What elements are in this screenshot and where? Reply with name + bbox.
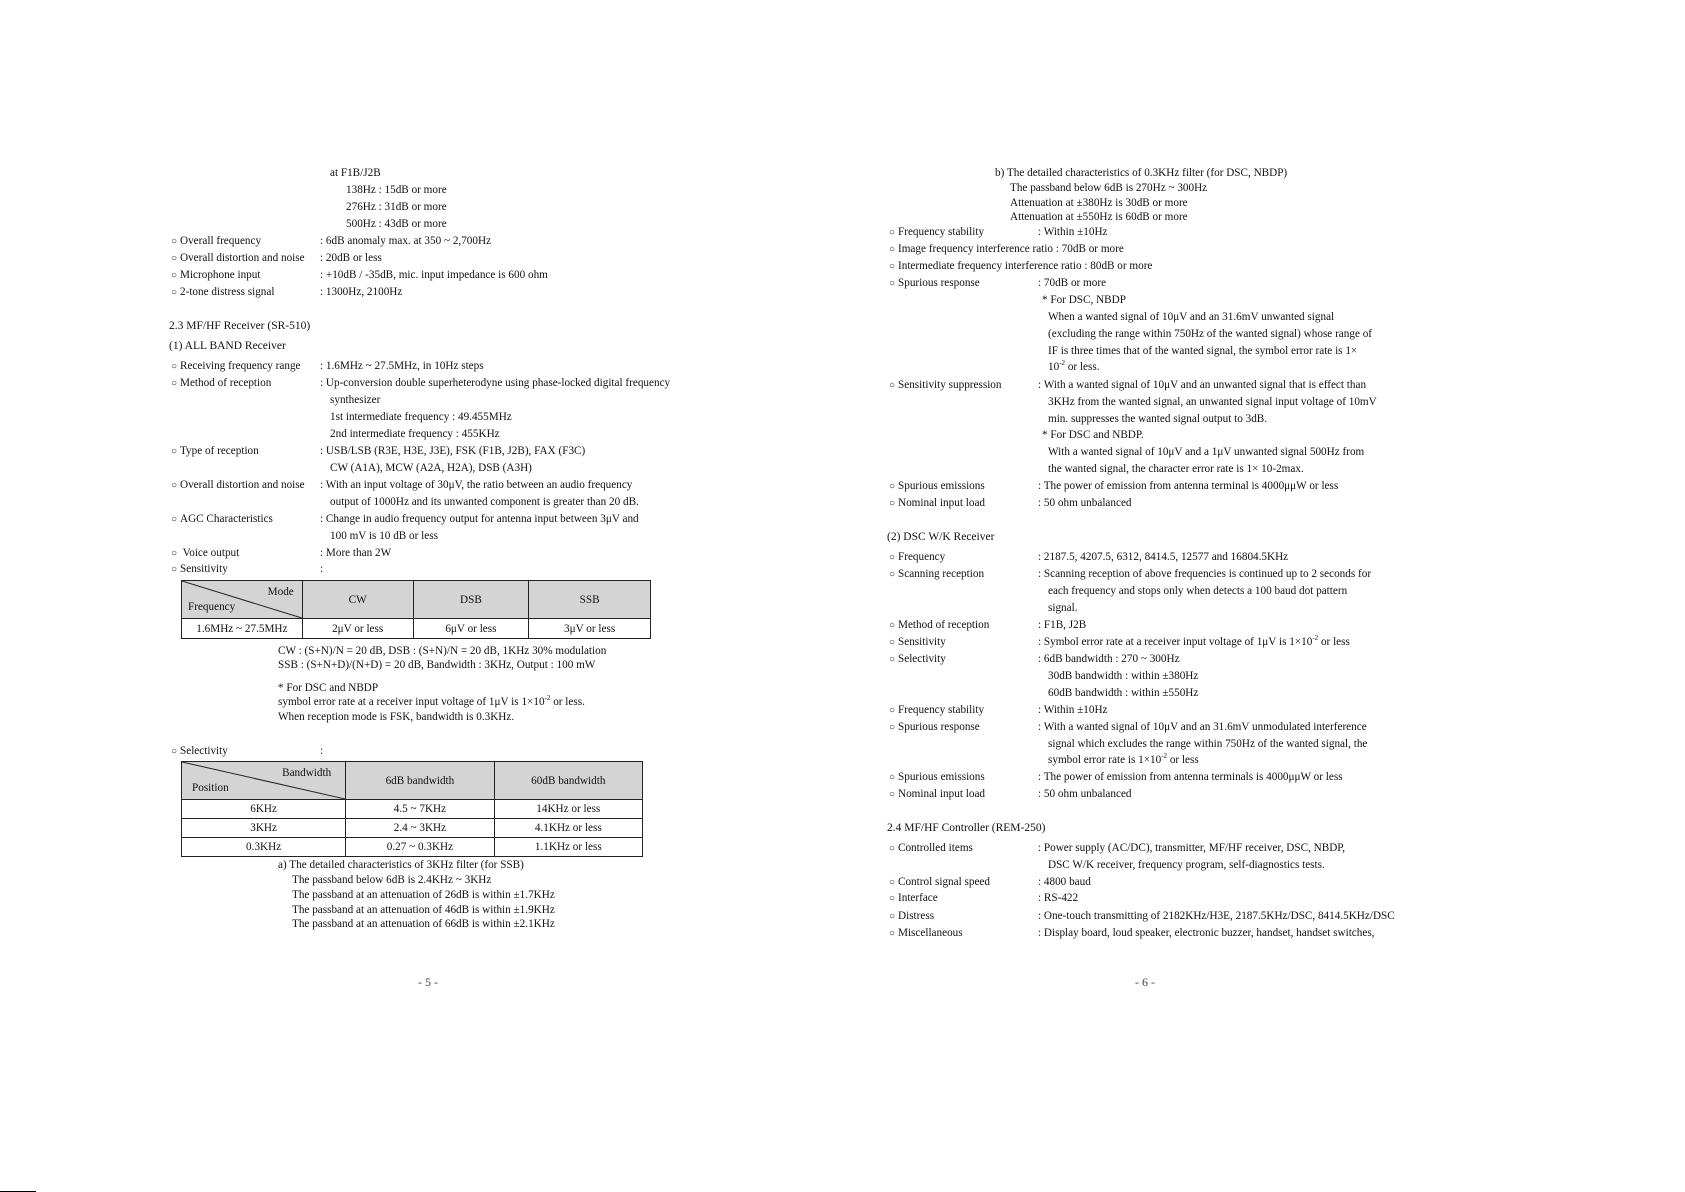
spec-label: ○ Miscellaneous xyxy=(889,927,963,939)
table-header: SSB xyxy=(529,581,651,619)
spec-label: ○ Sensitivity suppression xyxy=(889,379,1002,391)
spec-label: ○ Method of reception xyxy=(171,377,272,389)
filter-b-line: The passband below 6dB is 270Hz ~ 300Hz xyxy=(1010,182,1208,194)
sensitivity-table xyxy=(181,580,651,639)
filter-a-line: The passband at an attenuation of 26dB is within ±1.7KHz xyxy=(292,889,555,901)
spec-value: : 6dB bandwidth : 270 ~ 300Hz xyxy=(1038,653,1180,665)
spec-label: ○ Overall distortion and noise xyxy=(171,252,305,264)
left-page xyxy=(0,0,842,1192)
spec-label: ○ Selectivity xyxy=(889,653,946,665)
spec-value: : Symbol error rate at a receiver input voltage of 1μV is $1\times 10^{-2}$ or less xyxy=(1038,634,1350,648)
spec-continuation: each frequency and stops only when detects a 100 baud dot pattern xyxy=(1048,585,1348,597)
spec-continuation: 30dB bandwidth : within ±380Hz xyxy=(1048,670,1199,682)
spec-value: : 1.6MHz ~ 27.5MHz, in 10Hz steps xyxy=(320,360,484,372)
spec-value: : xyxy=(320,745,324,757)
f1b-title: at F1B/J2B xyxy=(330,167,381,179)
sensitivity-note: SSB : (S+N+D)/(N+D) = 20 dB, Bandwidth : 3KHz, Output : 100 mW xyxy=(278,659,596,671)
spec-value: : Display board, loud speaker, electronic buzzer, handset, handset switches, xyxy=(1038,927,1375,939)
spec-value: : 4800 baud xyxy=(1038,876,1091,888)
spec-value: : More than 2W xyxy=(320,547,392,559)
spec-value: : F1B, J2B xyxy=(1038,619,1087,631)
table-cell: 4.1KHz or less xyxy=(494,819,642,838)
spec-continuation: output of 1000Hz and its unwanted component is greater than 20 dB. xyxy=(330,496,639,508)
sensitivity-note: CW : (S+N)/N = 20 dB, DSB : (S+N)/N = 20 dB, 1KHz 30% modulation xyxy=(278,645,607,657)
filter-b-line: Attenuation at ±550Hz is 60dB or more xyxy=(1010,211,1188,223)
corner-top-label: Mode xyxy=(267,586,294,598)
table-cell: 3μV or less xyxy=(529,619,651,639)
note-line: the wanted signal, the character error rate is 1× 10-2max. xyxy=(1048,463,1304,475)
table-header: 60dB bandwidth xyxy=(494,762,642,800)
spec-value: : With a wanted signal of 10μV and an unwanted signal that is effect than xyxy=(1038,379,1367,391)
page-number: - 6 - xyxy=(1135,975,1155,989)
spec-label: ○ Spurious emissions xyxy=(889,480,985,492)
spec-value: : +10dB / -35dB, mic. input impedance is 600 ohm xyxy=(320,269,548,281)
table-cell: 6KHz xyxy=(182,800,346,819)
f1b-line: 276Hz : 31dB or more xyxy=(346,201,447,213)
spec-value: : 20dB or less xyxy=(320,252,382,264)
spec-value: : 70dB or more xyxy=(1038,277,1107,289)
f1b-line: 500Hz : 43dB or more xyxy=(346,218,447,230)
filter-a-line: The passband at an attenuation of 66dB is within ±2.1KHz xyxy=(292,918,555,930)
spec-label: ○ Receiving frequency range xyxy=(171,360,301,372)
spec-label: ○ Microphone input xyxy=(171,269,261,281)
f1b-line: 138Hz : 15dB or more xyxy=(346,184,447,196)
dsc-note-title: * For DSC and NBDP xyxy=(278,682,379,694)
filter-a-line: The passband below 6dB is 2.4KHz ~ 3KHz xyxy=(292,874,492,886)
spec-value: : One-touch transmitting of 2182KHz/H3E, 2187.5KHz/DSC, 8414.5KHz/DSC xyxy=(1038,910,1395,922)
spec-label: ○ Frequency xyxy=(889,551,946,563)
spec-continuation: CW (A1A), MCW (A2A, H2A), DSB (A3H) xyxy=(330,462,532,474)
spec-label: ○ Image frequency interference ratio : 70dB or more xyxy=(889,243,1124,255)
table-cell: 0.3KHz xyxy=(182,838,346,857)
spec-label: ○ Overall distortion and noise xyxy=(171,479,305,491)
table-corner-cell xyxy=(182,762,346,800)
spec-value: : Within ±10Hz xyxy=(1038,226,1108,238)
spec-continuation: 2nd intermediate frequency : 455KHz xyxy=(330,428,500,440)
spec-value: : 1300Hz, 2100Hz xyxy=(320,286,403,298)
spec-label: ○ Method of reception xyxy=(889,619,990,631)
table-corner-cell xyxy=(182,581,303,619)
table-row xyxy=(182,800,643,819)
filter-b-line: Attenuation at ±380Hz is 30dB or more xyxy=(1010,197,1188,209)
dsc-note-line: When reception mode is FSK, bandwidth is 0.3KHz. xyxy=(278,711,515,723)
spec-value: : 50 ohm unbalanced xyxy=(1038,788,1132,800)
spec-value: : RS-422 xyxy=(1038,892,1079,904)
spec-label: ○ Sensitivity xyxy=(171,563,228,575)
spec-continuation: 100 mV is 10 dB or less xyxy=(330,530,438,542)
spec-label: ○ Control signal speed xyxy=(889,876,990,888)
filter-a-title: a) The detailed characteristics of 3KHz filter (for SSB) xyxy=(278,859,524,871)
table-header: 6dB bandwidth xyxy=(346,762,494,800)
spec-label: ○ Controlled items xyxy=(889,842,973,854)
spec-label: ○ Interface xyxy=(889,892,938,904)
note-title: * For DSC, NBDP xyxy=(1042,294,1126,306)
spec-label: ○ Selectivity xyxy=(171,745,228,757)
spec-label: ○ Intermediate frequency interference ratio : 80dB or more xyxy=(889,260,1153,272)
subsection-title: (2) DSC W/K Receiver xyxy=(887,531,995,543)
spec-label: ○ Spurious emissions xyxy=(889,771,985,783)
spec-continuation: 60dB bandwidth : within ±550Hz xyxy=(1048,687,1199,699)
spec-label: ○ Voice output xyxy=(171,547,240,559)
spec-label: ○ AGC Characteristics xyxy=(171,513,273,525)
spec-value: : 2187.5, 4207.5, 6312, 8414.5, 12577 and 16804.5KHz xyxy=(1038,551,1289,563)
spec-label: ○ Sensitivity xyxy=(889,636,946,648)
spec-continuation: synthesizer xyxy=(330,394,381,406)
note-line: IF is three times that of the wanted signal, the symbol error rate is 1× xyxy=(1048,345,1358,357)
note-line: (excluding the range within 750Hz of the wanted signal) whose range of xyxy=(1048,328,1373,340)
spec-label: ○ Type of reception xyxy=(171,445,259,457)
filter-a-line: The passband at an attenuation of 46dB is within ±1.9KHz xyxy=(292,904,555,916)
table-cell: 0.27 ~ 0.3KHz xyxy=(346,838,494,857)
note-line: When a wanted signal of 10μV and an 31.6mV unwanted signal xyxy=(1048,311,1335,323)
spec-value: : With a wanted signal of 10μV and an 31.6mV unmodulated interference xyxy=(1038,721,1367,733)
spec-label: ○ Overall frequency xyxy=(171,235,262,247)
table-cell: 4.5 ~ 7KHz xyxy=(346,800,494,819)
filter-b-title: b) The detailed characteristics of 0.3KHz filter (for DSC, NBDP) xyxy=(995,167,1288,179)
table-row xyxy=(182,819,643,838)
note-line: $10^{-2}$ or less. xyxy=(1048,359,1100,373)
spec-label: ○ Frequency stability xyxy=(889,704,985,716)
spec-value: : Change in audio frequency output for antenna input between 3μV and xyxy=(320,513,639,525)
note-line: With a wanted signal of 10μV and a 1μV unwanted signal 500Hz from xyxy=(1048,446,1365,458)
spec-continuation: DSC W/K receiver, frequency program, self-diagnostics tests. xyxy=(1048,859,1325,871)
table-cell: 6μV or less xyxy=(413,619,529,639)
spec-label: ○ Spurious response xyxy=(889,721,980,733)
spec-continuation: 3KHz from the wanted signal, an unwanted signal input voltage of 10mV xyxy=(1048,396,1377,408)
spec-continuation: 1st intermediate frequency : 49.455MHz xyxy=(330,411,512,423)
spec-value: : xyxy=(320,563,324,575)
section-title: 2.3 MF/HF Receiver (SR-510) xyxy=(169,320,311,332)
spec-value: : Scanning reception of above frequencies is continued up to 2 seconds for xyxy=(1038,568,1372,580)
spec-label: ○ Scanning reception xyxy=(889,568,985,580)
right-page xyxy=(842,0,1685,1192)
table-cell: 3KHz xyxy=(182,819,346,838)
spec-value: : Up-conversion double superheterodyne using phase-locked digital frequency xyxy=(320,377,671,389)
spec-value: : With an input voltage of 30μV, the ratio between an audio frequency xyxy=(320,479,633,491)
spec-value: : USB/LSB (R3E, H3E, J3E), FSK (F1B, J2B), FAX (F3C) xyxy=(320,445,586,457)
subsection-title: (1) ALL BAND Receiver xyxy=(169,340,286,352)
table-cell: 1.6MHz ~ 27.5MHz xyxy=(182,619,303,639)
table-cell: 1.1KHz or less xyxy=(494,838,642,857)
dsc-note-line: symbol error rate at a receiver input voltage of 1μV is $1\times 10^{-2}$ or less. xyxy=(278,694,585,708)
spec-value: : Power supply (AC/DC), transmitter, MF/HF receiver, DSC, NBDP, xyxy=(1038,842,1346,854)
spec-continuation: min. suppresses the wanted signal output to 3dB. xyxy=(1048,413,1268,425)
selectivity-table xyxy=(181,761,643,857)
corner-bottom-label: Frequency xyxy=(188,601,236,613)
table-row xyxy=(182,838,643,857)
spec-value: : The power of emission from antenna terminals is 4000μμW or less xyxy=(1038,771,1343,783)
spec-continuation: signal. xyxy=(1048,602,1078,614)
spec-label: ○ Distress xyxy=(889,910,935,922)
table-cell: 2.4 ~ 3KHz xyxy=(346,819,494,838)
spec-value: : Within ±10Hz xyxy=(1038,704,1108,716)
spec-value: : The power of emission from antenna terminal is 4000μμW or less xyxy=(1038,480,1339,492)
spec-label: ○ Spurious response xyxy=(889,277,980,289)
section-title: 2.4 MF/HF Controller (REM-250) xyxy=(887,822,1046,834)
note-title: * For DSC and NBDP. xyxy=(1042,429,1144,441)
table-header: DSB xyxy=(413,581,529,619)
table-cell: 2μV or less xyxy=(302,619,413,639)
spec-label: ○ Frequency stability xyxy=(889,226,985,238)
table-header: CW xyxy=(302,581,413,619)
spec-value: : 50 ohm unbalanced xyxy=(1038,497,1132,509)
spec-continuation: symbol error rate is $1\times 10^{-2}$ or less xyxy=(1048,752,1199,766)
spec-continuation: signal which excludes the range within 750Hz of the wanted signal, the xyxy=(1048,738,1368,750)
spec-value: : 6dB anomaly max. at 350 ~ 2,700Hz xyxy=(320,235,492,247)
corner-bottom-label: Position xyxy=(192,782,229,794)
spec-label: ○ 2-tone distress signal xyxy=(171,286,275,298)
page-number: - 5 - xyxy=(418,975,438,989)
spec-label: ○ Nominal input load xyxy=(889,788,986,800)
corner-top-label: Bandwidth xyxy=(282,767,332,779)
table-cell: 14KHz or less xyxy=(494,800,642,819)
spec-label: ○ Nominal input load xyxy=(889,497,986,509)
